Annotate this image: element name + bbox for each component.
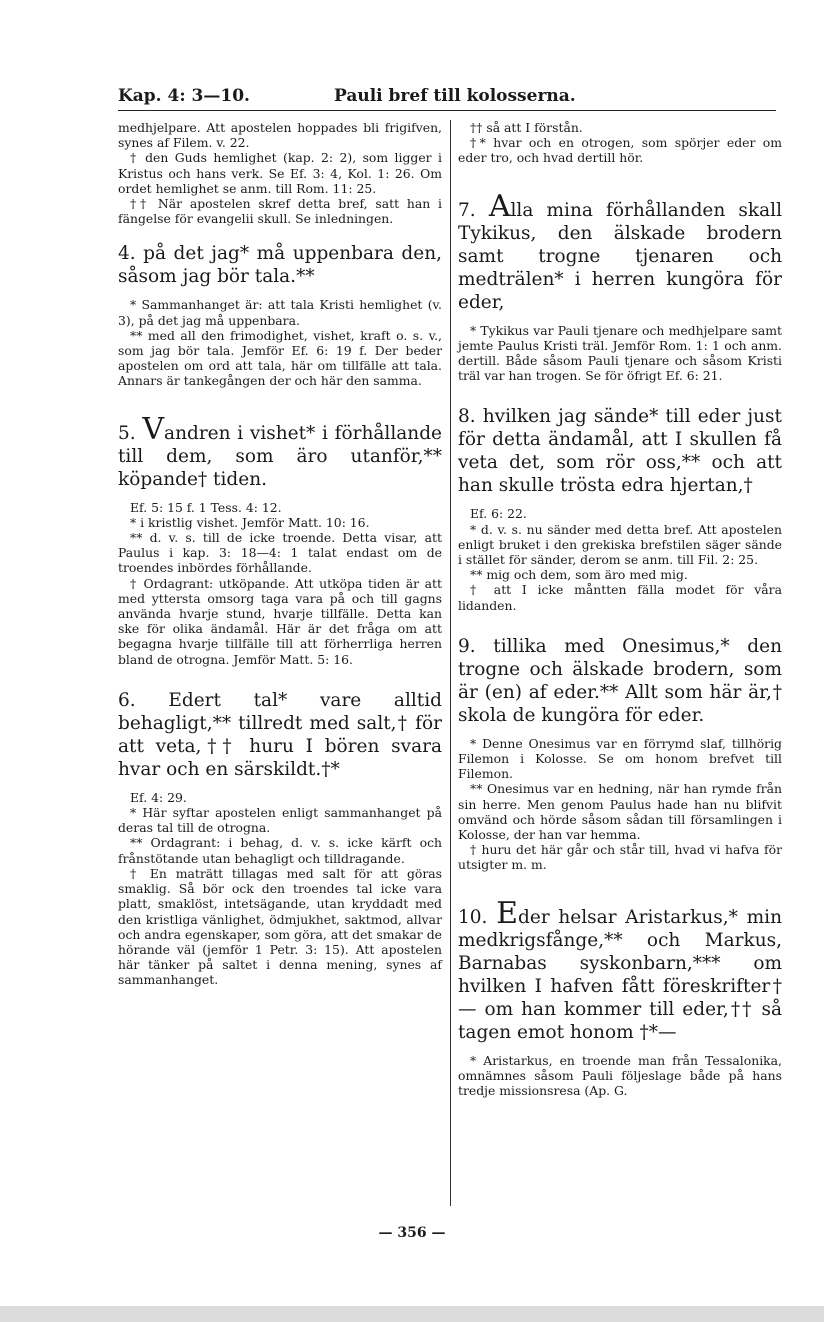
footnote: ** Ordagrant: i behag, d. v. s. icke kärft och frånstötande utan behagligt och tilldragande. [118, 835, 442, 866]
footnote: * d. v. s. nu sänder med detta bref. Att apostelen enligt bruket i den grekiska brefstilen säger sände i stället för sänder, derom se anm. till Fil. 2: 25. [458, 521, 782, 568]
footnote: * Här syftar apostelen enligt sammanhanget på deras tal till de otrogna. [118, 805, 442, 836]
verse-10 [458, 895, 782, 1044]
cross-reference: Ef. 4: 29. [130, 789, 187, 805]
drop-capital: E [496, 895, 519, 931]
verse-7 [458, 188, 783, 314]
footnote: †* hvar och en otrogen, som spörjer eder om eder tro, och hvad dertill hör. [458, 135, 782, 166]
verse-number: 5. [118, 422, 136, 444]
verse-number: 10. [458, 906, 488, 928]
footnote: * Sammanhanget är: att tala Kristi hemlighet (v. 3), på det jag må uppenbara. [118, 297, 442, 328]
footnote: * i kristlig vishet. Jemför Matt. 10: 16. [130, 514, 370, 530]
running-header [118, 86, 776, 111]
drop-capital: A [488, 188, 511, 224]
right-column [458, 120, 782, 1098]
verse-number: 7. [458, 199, 476, 221]
verse-4: 4. på det jag* må uppenbara den, såsom jag bör tala.** [118, 243, 442, 288]
footnote: † att I icke måntten fälla modet för våra lidanden. [458, 582, 782, 613]
footnote: †† När apostelen skref detta bref, satt han i fängelse för evangelii skull. Se inledningen. [118, 196, 442, 227]
verse-text: lla mina förhållanden skall Tykikus, den älskade brodern samt trogne tjenaren och medträlen* i herren kungöra för eder, [458, 199, 783, 313]
verse-8: 8. hvilken jag sände* till eder just för detta ändamål, att I skullen få veta det, som rör oss,** och att han skulle trösta edra hjertan,† [458, 406, 782, 497]
footnote: † huru det här går och står till, hvad vi hafva för utsigter m. m. [458, 842, 782, 873]
column-divider [450, 120, 451, 1206]
verse-5 [118, 411, 442, 491]
book-title: Pauli bref till kolosserna. [334, 86, 576, 106]
cross-reference: Ef. 5: 15 f. 1 Tess. 4: 12. [130, 499, 282, 515]
footnote: † Ordagrant: utköpande. Att utköpa tiden är att med yttersta omsorg taga vara på och till gagns använda hvarje stund, hvarje tillfälle. Detta kan ske för olika ändamål. Här är det fråga om att begagna hvarje tillfälle till att förherrliga herren bland de otrogna. Jemför Matt. 5: 16. [118, 575, 442, 667]
footnote: medhjelpare. Att apostelen hoppades bli frigifven, synes af Filem. v. 22. [118, 120, 442, 151]
footnote: † En maträtt tillagas med salt för att göras smaklig. Så bör ock den troendes tal icke vara platt, smaklöst, intetsägande, utan kryddadt med den kristliga vänlighet, ödmjukhet, saktmod, allvar och andra egenskaper, som göra, att det smakar de hörande väl (jemför 1 Petr. 3: 15). Att apostelen här tänker på saltet i denna mening, synes af sammanhanget. [118, 865, 442, 988]
verse-text: andren i vishet* i förhållande till dem, som äro utanför,** köpande† tiden. [118, 422, 442, 490]
verse-9: 9. tillika med Onesimus,* den trogne och älskade brodern, som är (en) af eder.** Allt som här är,† skola de kungöra för eder. [458, 635, 782, 726]
footnote: †† så att I förstån. [470, 120, 583, 135]
left-column [118, 120, 442, 988]
footnote: ** Onesimus var en hedning, när han rymde från sin herre. Men genom Paulus hade han nu blifvit omvänd och hörde såsom sådan till församlingen i Kolosse, der han var hemma. [458, 781, 782, 843]
footnote: ** med all den frimodighet, vishet, kraft o. s. v., som jag bör tala. Jemför Ef. 6: 19 f. Der beder apostelen om ord att tala, här om tillfälle att tala. Annars är tankegången der och här den samma. [118, 327, 442, 389]
footnote: * Denne Onesimus var en förrymd slaf, tillhörig Filemon i Kolosse. Se om honom brefvet till Filemon. [458, 735, 782, 782]
footnote: * Tykikus var Pauli tjenare och medhjelpare samt jemte Paulus Kristi träl. Jemför Rom. 1: 1 och anm. dertill. Både såsom Pauli tjenare och såsom Kristi träl var han trogen. Se för öfrigt Ef. 6: 21. [458, 322, 782, 384]
verse-6: 6. Edert tal* vare alltid behagligt,** tillredt med salt,† för att veta,†† huru I bören svara hvar och en särskildt.†* [118, 689, 442, 780]
footnote: * Aristarkus, en troende man från Tessalonika, omnämnes såsom Pauli följeslage både på hans tredje missionsresa (Ap. G. [458, 1052, 782, 1099]
footnote: ** mig och dem, som äro med mig. [470, 567, 688, 583]
cross-reference: Ef. 6: 22. [470, 506, 527, 522]
footnote: ** d. v. s. till de icke troende. Detta visar, att Paulus i kap. 3: 18—4: 1 talat endast om de troendes inbördes förhållande. [118, 530, 442, 576]
page-number: — 356 — [378, 1225, 446, 1241]
drop-capital: V [142, 411, 165, 447]
footnote: † den Guds hemlighet (kap. 2: 2), som ligger i Kristus och hans verk. Se Ef. 3: 4, Kol. 1: 26. Om ordet hemlighet se anm. till Rom. 11: 25. [118, 150, 442, 196]
chapter-reference: Kap. 4: 3—10. [118, 86, 250, 106]
scan-edge [0, 1306, 824, 1322]
verse-text: der helsar Aristarkus,* min medkrigsfånge,** och Markus, Barnabas syskonbarn,*** om hvilken I hafven fått föreskrifter† — om han kommer till eder,†† så tagen emot honom †*— [458, 906, 782, 1043]
